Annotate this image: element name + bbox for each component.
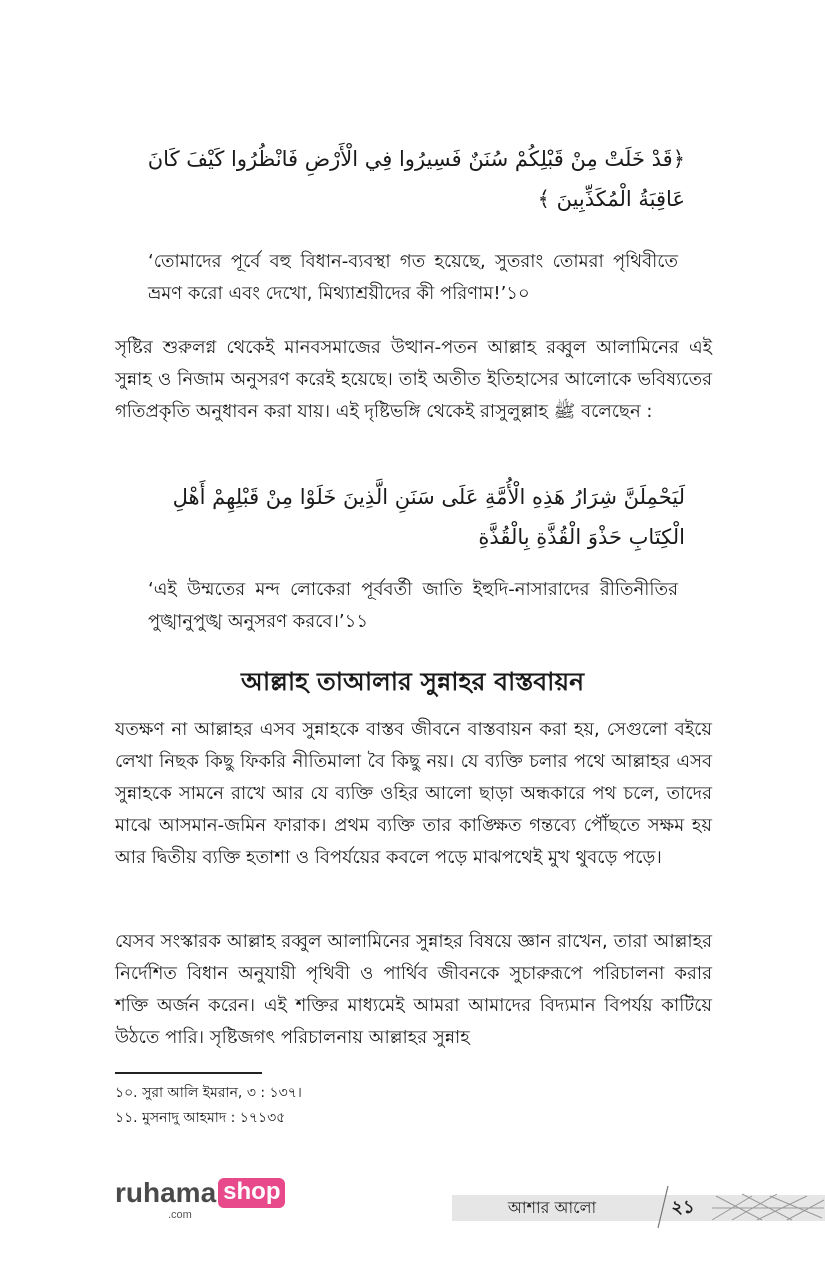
body-paragraph-3: যেসব সংস্কারক আল্লাহ রব্বুল আলামিনের সুন্নাহর বিষয়ে জ্ঞান রাখেন, তারা আল্লাহর নির্দেশিত বিধান অনুযায়ী পৃথিবী ও পার্থিব জীবনকে সুচারুরূপে পরিচালনা করার শক্তি অর্জন করেন। এই শক্তির মাধ্যমেই আমরা আমাদের বিদ্যমান বিপর্যয় কাটিয়ে উঠতে পারি। সৃষ্টিজগৎ পরিচালনায় আল্লাহর সুন্নাহ — [115, 931, 712, 1048]
quran-verse-translation: ‘তোমাদের পূর্বে বহু বিধান-ব্যবস্থা গত হয়েছে, সুতরাং তোমরা পৃথিবীতে ভ্রমণ করো এবং দেখো, মিথ্যাশ্রয়ীদের কী পরিণাম!’১০ — [148, 251, 678, 304]
footnote-10: ১০. সুরা আলি ইমরান, ৩ : ১৩৭। — [115, 1085, 302, 1101]
page-number: ২১ — [671, 1197, 695, 1218]
body-paragraph-2: যতক্ষণ না আল্লাহর এসব সুন্নাহকে বাস্তব জীবনে বাস্তবায়ন করা হয়, সেগুলো বইয়ে লেখা নিছক কিছু ফিকরি নীতিমালা বৈ কিছু নয়। যে ব্যক্তি চলার পথে আল্লাহর এসব সুন্নাহকে সামনে রাখে আর যে ব্যক্তি ওহির আলো ছাড়া অন্ধকারে পথ চলে, তাদের মাঝে আসমান-জমিন ফারাক। প্রথম ব্যক্তি তার কাঙ্ক্ষিত গন্তব্যে পৌঁছতে সক্ষম হয় আর দ্বিতীয় ব্যক্তি হতাশা ও বিপর্যয়ের কবলে পড়ে মাঝপথেই মুখ থুবড়ে পড়ে। — [115, 719, 712, 868]
footnote-11: ১১. মুসনাদু আহমাদ : ১৭১৩৫ — [115, 1110, 286, 1126]
logo-domain: .com — [168, 1209, 192, 1221]
footer-book-title: আশার আলো — [507, 1198, 597, 1217]
section-heading: আল্লাহ তাআলার সুন্নাহর বাস্তবায়ন — [240, 667, 585, 696]
logo-wordmark: ruhama — [115, 1177, 217, 1208]
footnote-divider — [115, 1072, 262, 1074]
hadith-arabic: لَيَحْمِلَنَّ شِرَارُ هَذِهِ الْأُمَّةِ عَلَى سَنَنِ الَّذِينَ خَلَوْا مِنْ قَبْلِهِمْ أَهْلِ الْكِتَابِ حَذْوَ الْقُذَّةِ بِالْقُذَّةِ — [172, 485, 685, 549]
hadith-translation: ‘এই উম্মতের মন্দ লোকেরা পূর্ববর্তী জাতি ইহুদি-নাসারাদের রীতিনীতির পুঙ্খানুপুঙ্খ অনুসরণ করবে।’১১ — [148, 579, 678, 632]
body-paragraph-1: সৃষ্টির শুরুলগ্ন থেকেই মানবসমাজের উত্থান-পতন আল্লাহ রব্বুল আলামিনের এই সুন্নাহ ও নিজাম অনুসরণ করেই হয়েছে। তাই অতীত ইতিহাসের আলোকে ভবিষ্যতের গতিপ্রকৃতি অনুধাবন করা যায়। এই দৃষ্টিভঙ্গি থেকেই রাসুলুল্লাহ ﷺ বলেছেন : — [115, 337, 712, 422]
logo-shop-badge: shop — [218, 1178, 285, 1208]
quran-verse-arabic: ﴿قَدْ خَلَتْ مِنْ قَبْلِكُمْ سُنَنٌ فَسِيرُوا فِي الْأَرْضِ فَانْظُرُوا كَيْفَ كَانَ عَاقِبَةُ الْمُكَذِّبِينَ ﴾ — [147, 147, 685, 211]
ruhama-shop-logo — [115, 1177, 285, 1221]
